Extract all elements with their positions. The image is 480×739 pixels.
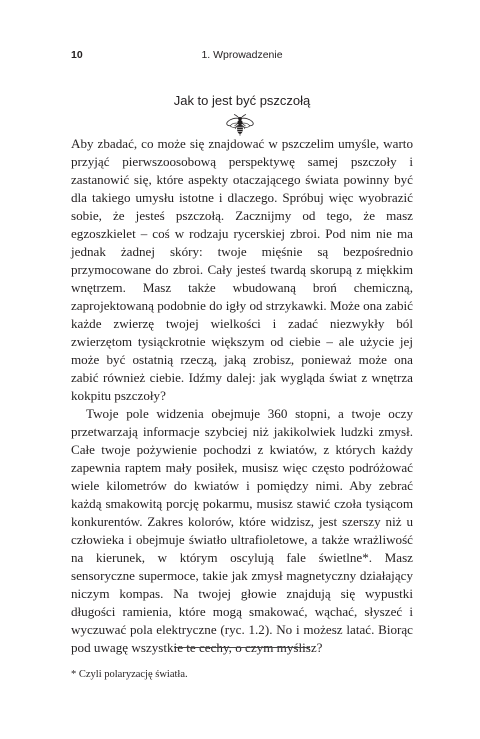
footnote: * Czyli polaryzację światła. [71,669,188,680]
footnote-divider [174,647,310,648]
page-header [71,47,413,63]
section-title: Jak to jest być pszczołą [173,93,311,108]
bee-icon [225,113,255,137]
body-text [71,135,413,657]
page-number: 10 [71,49,83,61]
paragraph-1: Aby zbadać, co może się znajdować w pszczelim umyśle, warto przyjąć pierwszoosobową perspektywę samej pszczoły i zastanowić się, które aspekty otaczającego świata powinny być dla takiego umysłu istotne i dlaczego. Spróbuj więc wyobrazić sobie, że jesteś pszczołą. Zacznijmy od tego, że masz egzoszkielet – coś w rodzaju rycerskiej zbroi. Pod nim nie ma jednak żadnej skóry: twoje mięśnie są bezpośrednio przymocowane do zbroi. Cały jesteś twardą skorupą z miękkim wnętrzem. Masz także wbudowaną broń chemiczną, zaprojektowaną podobnie do igły od strzykawki. Może ona zabić każde zwierzę twojej wielkości i zadać niezwykły ból zwierzętom tysiąckrotnie większym od ciebie – ale użycie jej może być ostatnią rzeczą, jaką zrobisz, ponieważ może ona zabić również ciebie. Idźmy dalej: jak wygląda świat z wnętrza kokpitu pszczoły? [71,136,413,403]
running-head: 1. Wprowadzenie [201,49,283,61]
paragraph-2: Twoje pole widzenia obejmuje 360 stopni, a twoje oczy przetwarzają informacje szybciej niż jakikolwiek ludzki zmysł. Całe twoje pożywienie pochodzi z kwiatów, z których każdy zapewnia raptem mały posiłek, musisz więc często podróżować wiele kilometrów do kwiatów i pomiędzy nimi. Aby zebrać każdą smakowitą porcję pokarmu, musisz stawić czoła tysiącom konkurentów. Zakres kolorów, które widzisz, jest szerszy niż u człowieka i obejmuje światło ultrafioletowe, a także wrażliwość na kierunek, w którym oscylują fale świetlne*. Masz sensoryczne supermoce, takie jak zmysł magnetyczny działający niczym kompas. Na twojej głowie znajdują się wypustki długości ramienia, które mogą smakować, wąchać, słyszeć i wyczuwać pola elektryczne (ryc. 1.2). No i możesz latać. Biorąc pod uwagę wszystkie te cechy, o czym myślisz? [71,406,413,655]
